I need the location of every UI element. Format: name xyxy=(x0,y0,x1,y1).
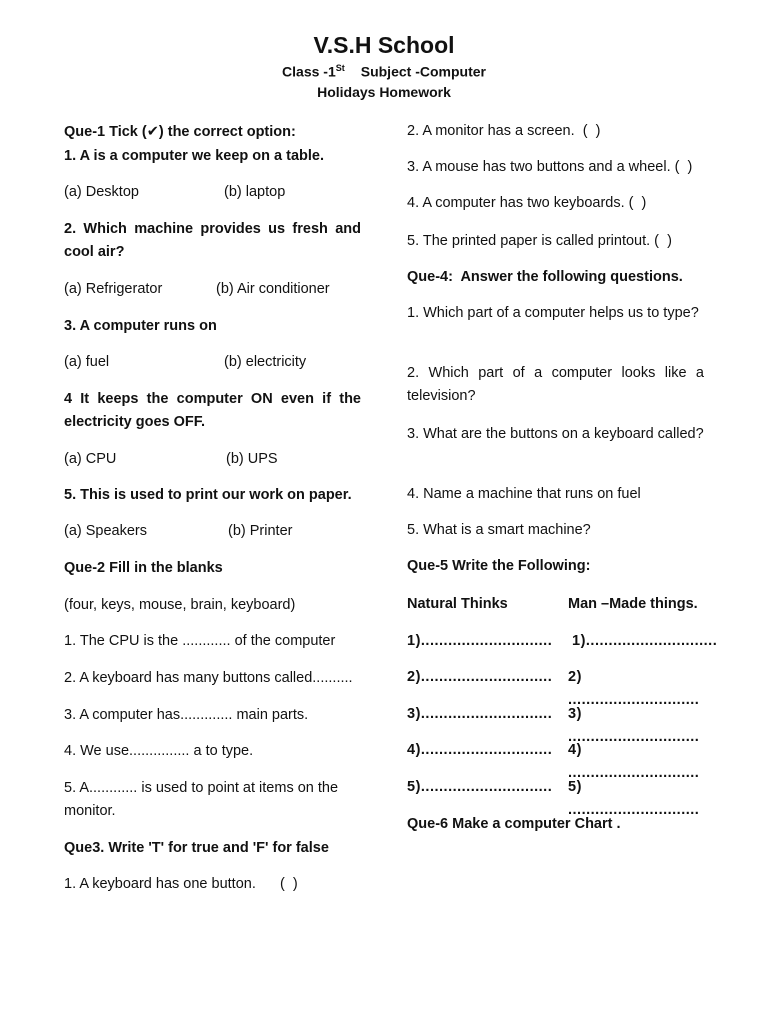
natural-things-header: Natural Thinks xyxy=(407,596,508,612)
option-b: (b) Air conditioner xyxy=(216,281,330,297)
que2-item-5: 5. A............ is used to point at items on the monitor. xyxy=(64,780,339,819)
que1-heading: Que-1 Tick (✔) the correct option: xyxy=(64,124,296,140)
que2-item-4: 4. We use............... a to type. xyxy=(64,743,254,759)
class-label: Class -1 xyxy=(282,63,336,80)
class-superscript: St xyxy=(335,63,345,73)
option-a: (a) Refrigerator xyxy=(64,281,163,297)
que1-question-1: 1. A is a computer we keep on a table. xyxy=(64,148,325,164)
natural-blank: 1)............................. xyxy=(407,633,553,649)
que4-item-3: 3. What are the buttons on a keyboard called? xyxy=(407,426,704,442)
que1-option-row xyxy=(64,351,361,374)
que5-row xyxy=(407,666,704,708)
que4-item-2: 2. Which part of a computer looks like a television? xyxy=(407,365,704,404)
option-a: (a) fuel xyxy=(64,354,110,370)
subject-label: Subject -Computer xyxy=(360,63,486,80)
que3-item-4: 4. A computer has two keyboards. ( ) xyxy=(407,195,647,211)
que4-heading: Que-4: Answer the following questions. xyxy=(407,269,683,285)
que1-question-4: 4 It keeps the computer ON even if the electricity goes OFF. xyxy=(64,391,361,430)
option-b: (b) UPS xyxy=(226,451,278,467)
man-made-blank: 5) ............................. xyxy=(568,779,700,818)
natural-blank: 5)............................. xyxy=(407,779,553,795)
que2-item-2: 2. A keyboard has many buttons called.......... xyxy=(64,670,353,686)
que1-option-row xyxy=(64,520,361,543)
option-b: (b) electricity xyxy=(224,354,307,370)
option-a: (a) Speakers xyxy=(64,523,148,539)
que1-question-2: 2. Which machine provides us fresh and cool air? xyxy=(64,221,361,260)
que3-item-5: 5. The printed paper is called printout. ( ) xyxy=(407,233,672,249)
que5-heading: Que-5 Write the Following: xyxy=(407,558,591,574)
que1-question-3: 3. A computer runs on xyxy=(64,318,217,334)
que1-option-row xyxy=(64,448,361,471)
que3-item-2: 2. A monitor has a screen. ( ) xyxy=(407,123,601,139)
que6-heading: Que-6 Make a computer Chart . xyxy=(407,816,621,832)
que1-option-row xyxy=(64,278,361,301)
option-b: (b) laptop xyxy=(224,184,286,200)
school-name: V.S.H School xyxy=(313,32,455,58)
que3-heading: Que3. Write 'T' for true and 'F' for false xyxy=(64,840,329,856)
que1-question-5: 5. This is used to print our work on paper. xyxy=(64,487,352,503)
que5-table-header xyxy=(407,593,704,616)
que4-item-1: 1. Which part of a computer helps us to type? xyxy=(407,305,699,321)
que2-word-bank: (four, keys, mouse, brain, keyboard) xyxy=(64,597,296,613)
man-made-blank: 3) ............................. xyxy=(568,706,700,745)
man-made-blank: 2) ............................. xyxy=(568,669,700,708)
option-a: (a) Desktop xyxy=(64,184,139,200)
que4-item-5: 5. What is a smart machine? xyxy=(407,522,591,538)
man-made-blank: 4) ............................. xyxy=(568,742,700,781)
class-subject-line xyxy=(0,58,768,82)
que2-item-1: 1. The CPU is the ............ of the computer xyxy=(64,633,336,649)
que1-option-row xyxy=(64,181,361,204)
que4-item-4: 4. Name a machine that runs on fuel xyxy=(407,486,641,502)
homework-title: Holidays Homework xyxy=(317,83,451,100)
option-b: (b) Printer xyxy=(228,523,293,539)
que5-row xyxy=(407,630,718,653)
que5-row xyxy=(407,703,704,745)
que5-row xyxy=(407,739,704,781)
option-a: (a) CPU xyxy=(64,451,117,467)
que2-item-3: 3. A computer has............. main parts. xyxy=(64,707,309,723)
document-header xyxy=(0,32,768,102)
que3-item-3: 3. A mouse has two buttons and a wheel. ( ) xyxy=(407,159,693,175)
natural-blank: 3)............................. xyxy=(407,706,553,722)
que3-item-1: 1. A keyboard has one button. ( ) xyxy=(64,876,298,892)
man-made-blank: 1)............................. xyxy=(572,633,718,649)
natural-blank: 4)............................. xyxy=(407,742,553,758)
que5-row xyxy=(407,776,704,818)
que2-heading: Que-2 Fill in the blanks xyxy=(64,560,223,576)
natural-blank: 2)............................. xyxy=(407,669,553,685)
man-made-things-header: Man –Made things. xyxy=(568,596,698,612)
